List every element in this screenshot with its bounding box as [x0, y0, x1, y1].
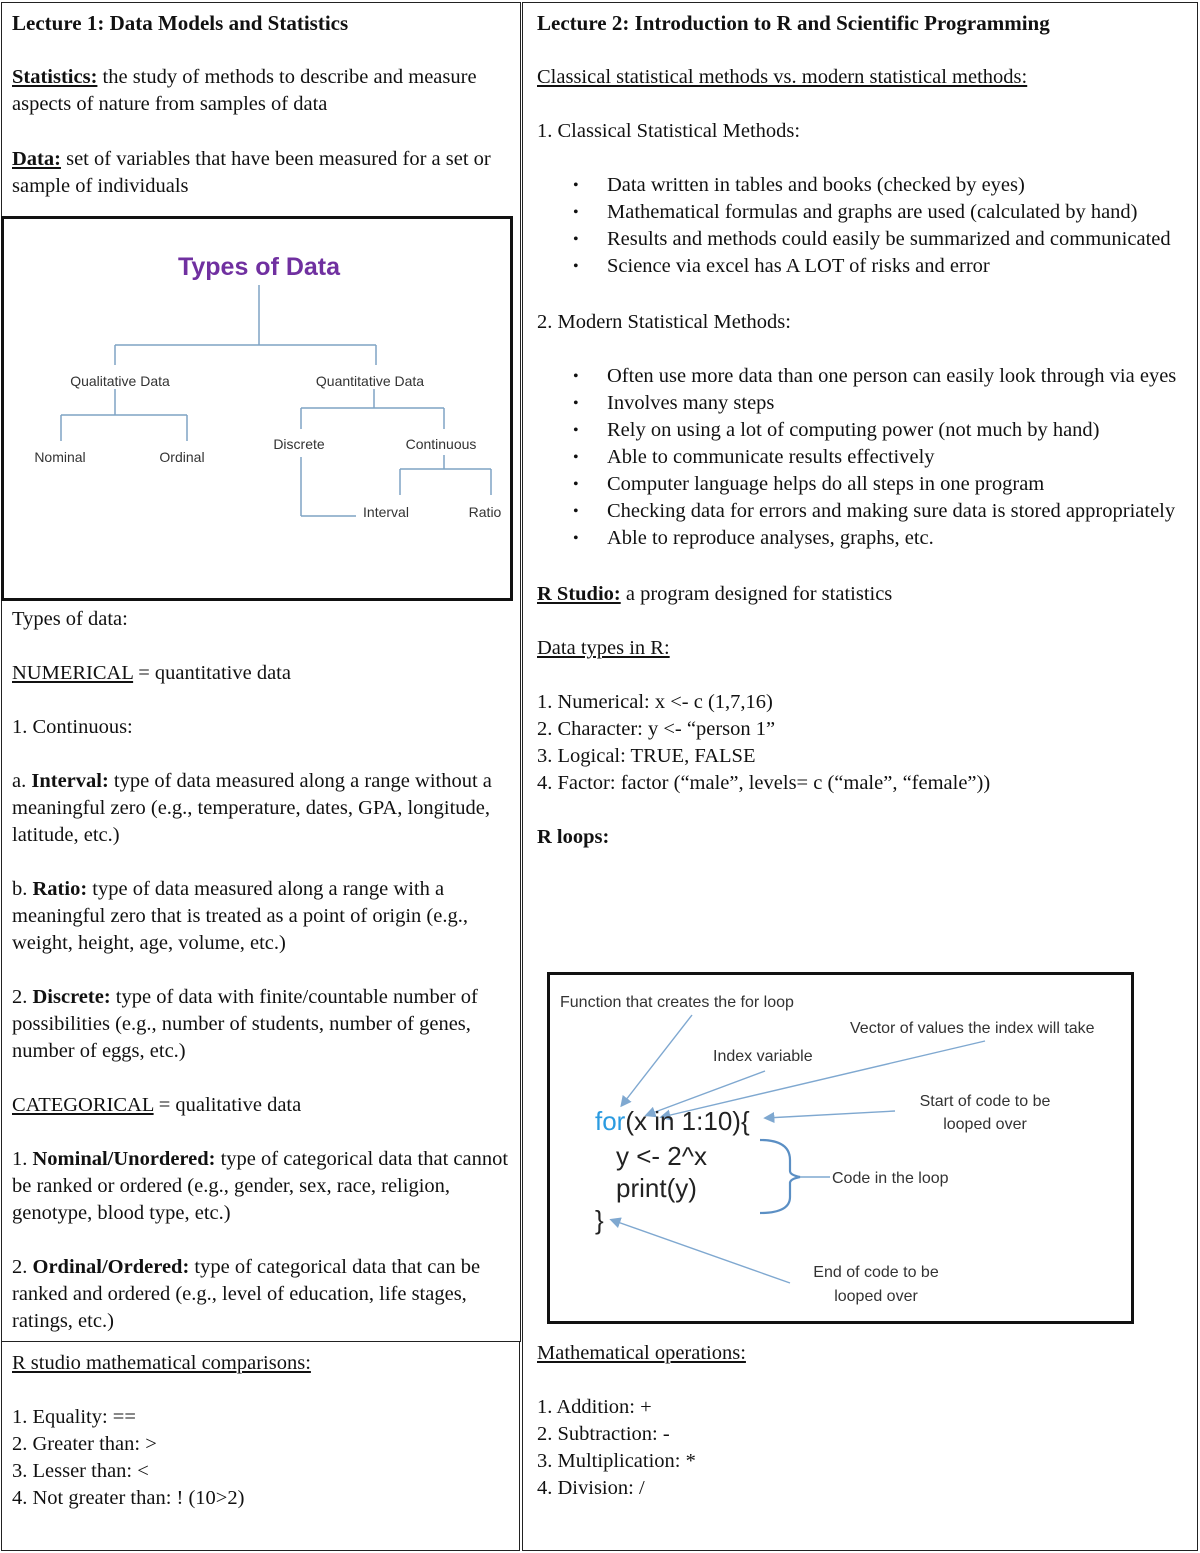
math-ops-section [537, 1340, 1187, 1502]
data-term: Data: [12, 148, 61, 170]
comparisons-section [12, 1350, 512, 1512]
interval-prefix: a. [12, 770, 27, 792]
data-definition [12, 146, 512, 200]
types-heading: Types of data: [12, 608, 128, 630]
list-item: • Involves many steps [537, 390, 1187, 417]
code-line-3: print(y) [616, 1173, 697, 1203]
code-for-keyword: for [595, 1106, 626, 1136]
math-item: 2. Subtraction: - [537, 1423, 670, 1445]
label-code: Code in the loop [832, 1170, 949, 1187]
rstudio-term: R Studio: [537, 583, 621, 605]
categorical-def: = qualitative data [158, 1094, 302, 1116]
ratio-term: Ratio: [32, 878, 88, 900]
discrete-prefix: 2. [12, 986, 28, 1008]
lecture1-title: Lecture 1: Data Models and Statistics [12, 11, 349, 35]
discrete-def: type of data with finite/countable number of possibilities (e.g., number of students, number of genes, number of eggs, etc.) [12, 986, 478, 1062]
comparison-item: 3. Lesser than: < [12, 1460, 149, 1482]
node-ordinal: Ordinal [159, 449, 205, 465]
types-of-data-notes [12, 606, 517, 1335]
ordinal-term: Ordinal/Ordered: [32, 1256, 190, 1278]
node-discrete: Discrete [273, 436, 325, 452]
code-line-2: y <- 2^x [616, 1141, 707, 1171]
label-start-2: looped over [943, 1116, 1027, 1133]
comparison-item: 2. Greater than: > [12, 1433, 157, 1455]
loops-heading: R loops: [537, 826, 610, 848]
classical-list [537, 172, 1187, 280]
tree-connectors [61, 285, 491, 516]
comparison-item: 1. Equality: == [12, 1406, 136, 1428]
list-item: • Results and methods could easily be summarized and communicated [537, 226, 1187, 253]
classical-vs-modern: Classical statistical methods vs. modern statistical methods: [537, 66, 1028, 88]
math-item: 1. Addition: + [537, 1396, 652, 1418]
label-end-1: End of code to be [813, 1264, 939, 1281]
math-item: 3. Multiplication: * [537, 1450, 696, 1472]
code-line-1 [595, 1106, 750, 1136]
r-loop-annotation [550, 975, 1131, 1321]
ordinal-prefix: 2. [12, 1256, 28, 1278]
ordinal-def: type of categorical data that can be ranked and ordered (e.g., level of education, life stages, ratings, etc.) [12, 1256, 481, 1332]
math-heading: Mathematical operations: [537, 1342, 746, 1364]
numerical-def: = quantitative data [138, 662, 291, 684]
node-qualitative: Qualitative Data [70, 373, 170, 389]
numerical-term: NUMERICAL [12, 662, 134, 684]
datatype-item: 2. Character: y <- “person 1” [537, 718, 776, 740]
list-item: • Able to communicate results effectively [537, 444, 1187, 471]
classical-heading: 1. Classical Statistical Methods: [537, 120, 801, 142]
interval-term: Interval: [31, 770, 109, 792]
interval-def: type of data measured along a range without a meaningful zero (e.g., temperature, dates, GPA, longitude, latitude, etc.) [12, 770, 492, 846]
lecture1-section [12, 10, 512, 37]
list-item: • Rely on using a lot of computing power (not much by hand) [537, 417, 1187, 444]
label-index: Index variable [713, 1048, 813, 1065]
nominal-prefix: 1. [12, 1148, 28, 1170]
list-item: • Checking data for errors and making sure data is stored appropriately [537, 498, 1187, 525]
list-item: • Mathematical formulas and graphs are used (calculated by hand) [537, 199, 1187, 226]
discrete-term: Discrete: [32, 986, 111, 1008]
node-ratio: Ratio [468, 504, 502, 520]
data-def: set of variables that have been measured for a set or sample of individuals [12, 148, 491, 197]
datatype-item: 1. Numerical: x <- c (1,7,16) [537, 691, 773, 713]
comparison-item: 4. Not greater than: ! (10>2) [12, 1487, 245, 1509]
list-item: • Computer language helps do all steps in one program [537, 471, 1187, 498]
label-function: Function that creates the for loop [560, 994, 794, 1011]
lecture2-section [537, 10, 1187, 851]
modern-heading: 2. Modern Statistical Methods: [537, 311, 791, 333]
discrete-item [12, 984, 517, 1065]
r-loop-diagram [547, 972, 1134, 1324]
node-nominal: Nominal [34, 449, 86, 465]
statistics-def: the study of methods to describe and measure aspects of nature from samples of data [12, 66, 477, 115]
rstudio-def: a program designed for statistics [625, 583, 893, 605]
ratio-def: type of data measured along a range with a meaningful zero that is treated as a point of origin (e.g., weight, height, age, volume, etc.) [12, 878, 468, 954]
comparisons-heading: R studio mathematical comparisons: [12, 1352, 311, 1374]
statistics-term: Statistics: [12, 66, 98, 88]
ordinal-item [12, 1254, 517, 1335]
datatype-item: 3. Logical: TRUE, FALSE [537, 745, 756, 767]
nominal-term: Nominal/Unordered: [32, 1148, 216, 1170]
lecture2-title: Lecture 2: Introduction to R and Scientific Programming [537, 11, 1050, 35]
list-item: • Often use more data than one person can easily look through via eyes [537, 363, 1187, 390]
modern-list [537, 363, 1187, 552]
statistics-definition [12, 64, 512, 118]
code-for-rest: (x in 1:10){ [625, 1106, 750, 1136]
diagram-title: Types of Data [177, 253, 341, 281]
list-item: • Data written in tables and books (checked by eyes) [537, 172, 1187, 199]
categorical-term: CATEGORICAL [12, 1094, 154, 1116]
math-item: 4. Division: / [537, 1477, 645, 1499]
continuous-item: 1. Continuous: [12, 716, 133, 738]
rstudio-line [537, 581, 1187, 608]
numerical-line [12, 660, 517, 687]
datatype-item: 4. Factor: factor (“male”, levels= c (“male”, “female”)) [537, 772, 991, 794]
code-close-brace: } [595, 1205, 604, 1235]
datatypes-heading: Data types in R: [537, 637, 670, 659]
label-end-2: looped over [834, 1288, 918, 1305]
nominal-def: type of categorical data that cannot be ranked or ordered (e.g., gender, sex, race, religion, genotype, blood type, etc.) [12, 1148, 509, 1224]
types-of-data-diagram [1, 216, 513, 601]
ratio-prefix: b. [12, 878, 28, 900]
types-of-data-tree [4, 219, 510, 598]
label-start-1: Start of code to be [919, 1093, 1051, 1110]
node-continuous: Continuous [405, 436, 477, 452]
list-item: • Able to reproduce analyses, graphs, etc. [537, 525, 1187, 552]
node-interval: Interval [363, 504, 409, 520]
nominal-item [12, 1146, 517, 1227]
list-item: • Science via excel has A LOT of risks and error [537, 253, 1187, 280]
node-quantitative: Quantitative Data [315, 373, 425, 389]
categorical-line [12, 1092, 517, 1119]
interval-item [12, 768, 517, 849]
ratio-item [12, 876, 517, 957]
label-vector: Vector of values the index will take [850, 1020, 1095, 1037]
